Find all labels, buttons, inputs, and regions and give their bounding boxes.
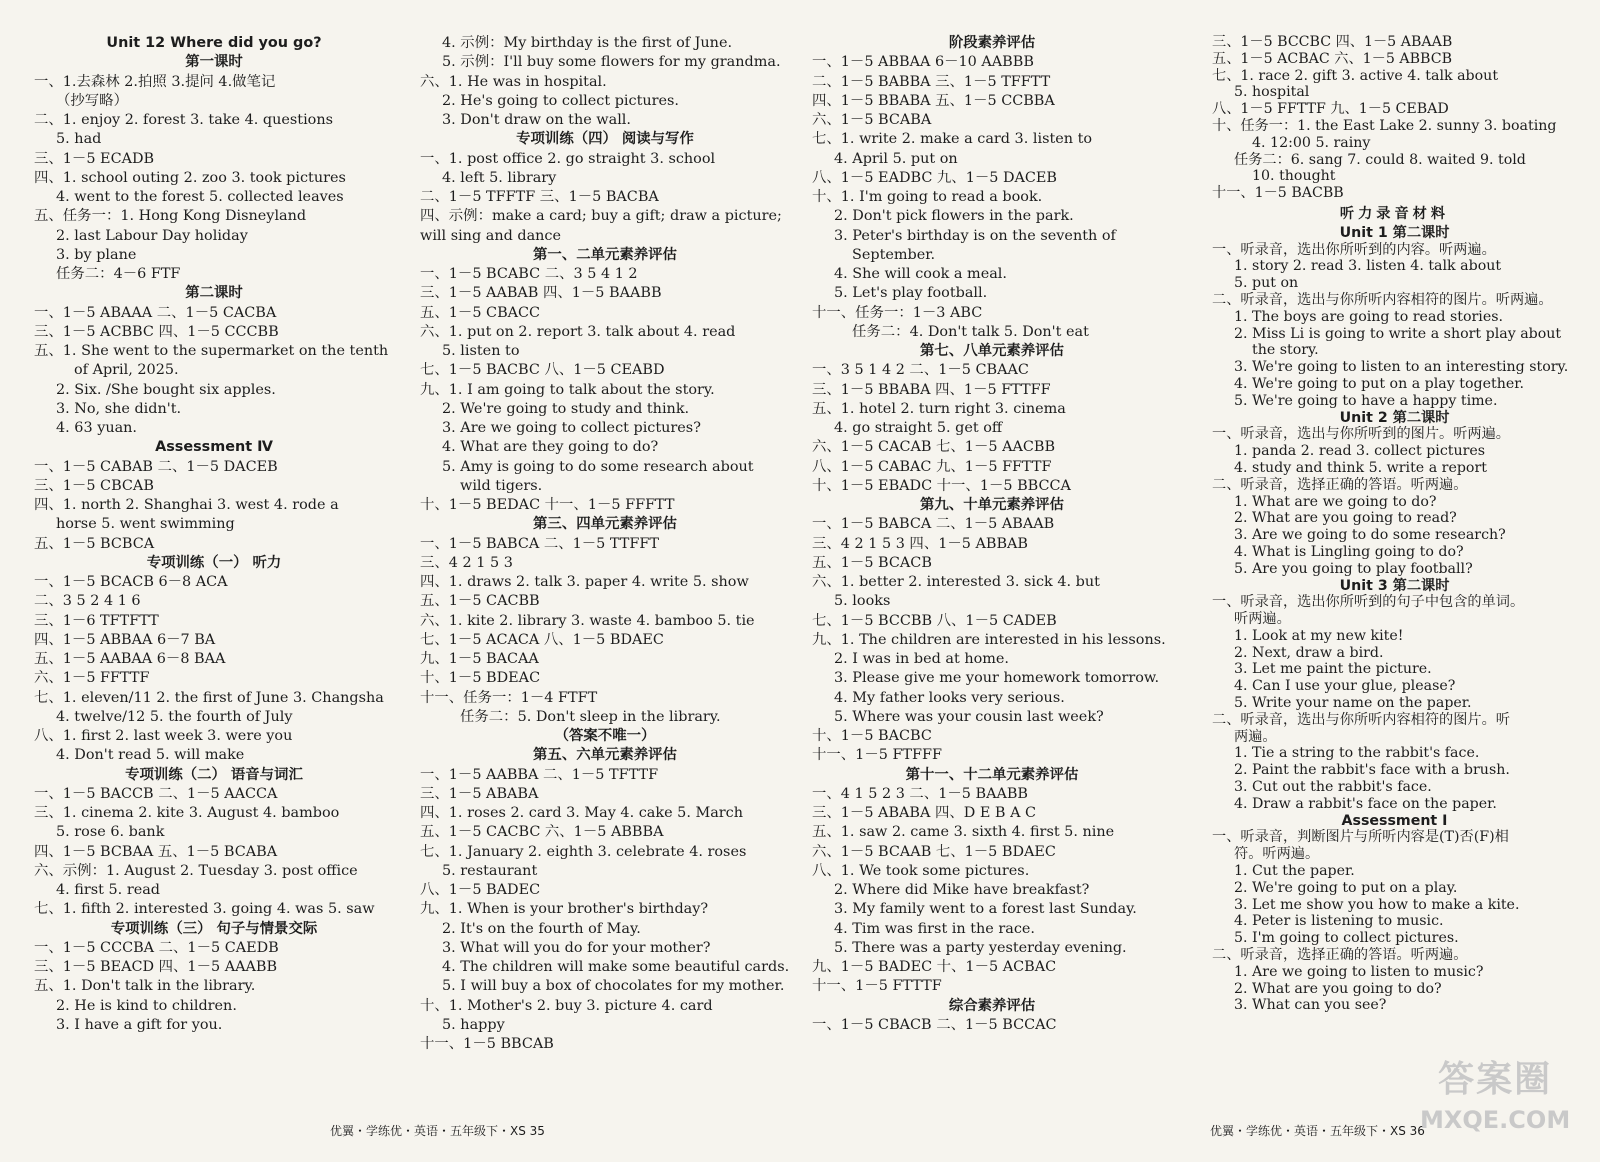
answer-line: 5. I will buy a box of chocolates for my mother. (442, 978, 785, 995)
answer-line: 三、1－5 AABAB 四、1－5 BAABB (420, 285, 662, 302)
answer-line: 两遍。 (1234, 728, 1277, 745)
answer-line: the story. (1252, 342, 1319, 359)
answer-line: 三、4 2 1 5 3 (420, 554, 513, 571)
answer-line: 4. study and think 5. write a report (1234, 459, 1487, 476)
answer-line: 5. rose 6. bank (56, 824, 165, 841)
answer-line: 五、1－5 BCACB (812, 554, 932, 571)
answer-line: 3. My family went to a forest last Sunday. (834, 901, 1137, 918)
answer-line: 4. 示例：My birthday is the first of June. (442, 35, 733, 51)
answer-line: 4. go straight 5. get off (834, 420, 1003, 436)
answer-line: September. (852, 246, 936, 263)
answer-line: 1. What are we going to do? (1234, 493, 1437, 510)
answer-line: 九、1. The children are interested in his lessons. (812, 631, 1166, 648)
answer-line: 一、1－5 AABBA 二、1－5 TFTTF (420, 766, 659, 783)
answer-line: 4. The children will make some beautiful cards. (442, 959, 790, 975)
answer-line: 三、4 2 1 5 3 四、1－5 ABBAB (812, 535, 1029, 552)
section-heading: Unit 1 第二课时 (1339, 224, 1450, 241)
answer-line: 5. We're going to have a happy time. (1234, 392, 1498, 409)
answer-line: 3. Peter's birthday is on the seventh of (834, 227, 1116, 244)
right-page-column-1 (812, 34, 1172, 1035)
section-heading: 第七、八单元素养评估 (920, 343, 1064, 359)
section-heading: 第一课时 (185, 54, 243, 71)
answer-line: 六、1. put on 2. report 3. talk about 4. read (420, 323, 736, 340)
answer-line: 九、1. I am going to talk about the story. (420, 381, 715, 398)
answer-line: 三、1－5 ABABA 四、D E B A C (812, 805, 1037, 821)
right-page-footer: 优翼・学练优・英语・五年级下・XS 36 (1210, 1124, 1425, 1138)
answer-line: 四、1－5 BBABA 五、1－5 CCBBA (812, 92, 1055, 109)
answer-line: 八、1－5 CABAC 九、1－5 FFTTF (812, 458, 1052, 475)
answer-line: 4. My father looks very serious. (834, 689, 1065, 706)
answer-line: 十、1－5 BDEAC (420, 670, 541, 687)
answer-line: 3. Let me paint the picture. (1234, 661, 1432, 678)
answer-line: 四、1. school outing 2. zoo 3. took pictures (34, 169, 346, 186)
answer-line: 七、1－5 ACACA 八、1－5 BDAEC (420, 631, 664, 648)
answer-line: 5. hospital (1234, 84, 1310, 101)
answer-line: 2. Where did Mike have breakfast? (834, 882, 1090, 898)
answer-line: 5. Are you going to play football? (1234, 560, 1473, 577)
answer-line: 三、1－5 CBCAB (34, 477, 154, 494)
answer-line: 五、1－5 BCBCA (34, 535, 155, 552)
answer-line: 任务二：5. Don't sleep in the library. (460, 708, 721, 725)
answer-line: 三、1. cinema 2. kite 3. August 4. bamboo (34, 805, 340, 821)
answer-line: 六、1－5 CACAB 七、1－5 AACBB (812, 439, 1056, 456)
answer-line: 七、1. race 2. gift 3. active 4. talk about (1212, 67, 1499, 84)
answer-line: 九、1. When is your brother's birthday? (420, 901, 709, 918)
answer-line: 一、1－5 CABAB 二、1－5 DACEB (34, 458, 278, 475)
answer-line: wild tigers. (460, 477, 543, 494)
answer-line: 三、1－5 BEACD 四、1－5 AAABB (34, 959, 278, 975)
answer-line: 1. panda 2. read 3. collect pictures (1234, 443, 1486, 460)
answer-line: 六、1. He was in hospital. (420, 73, 607, 90)
answer-line: 九、1－5 BACAA (420, 651, 539, 667)
section-heading: 专项训练（四） 阅读与写作 (516, 131, 694, 148)
answer-line: 一、3 5 1 4 2 二、1－5 CBAAC (812, 362, 1029, 379)
answer-line: 四、1. north 2. Shanghai 3. west 4. rode a (34, 497, 339, 513)
answer-line: 任务二：4. Don't talk 5. Don't eat (852, 323, 1089, 340)
answer-line: 4. What are they going to do? (442, 439, 659, 456)
answer-line: 一、1.去森林 2.拍照 3.提问 4.做笔记 (34, 73, 276, 90)
answer-line: 一、1－5 BABCA 二、1－5 TTFFT (420, 535, 659, 552)
answer-line: 五、1－5 ACBAC 六、1－5 ABBCB (1212, 50, 1453, 67)
answer-line: 4. 12:00 5. rainy (1252, 134, 1371, 151)
answer-line: 10. thought (1252, 168, 1336, 185)
answer-line: 4. We're going to put on a play together. (1234, 375, 1524, 392)
answer-line: 3. Let me show you how to make a kite. (1234, 896, 1520, 913)
answer-line: 1. Look at my new kite! (1234, 627, 1404, 644)
answer-line: 四、1. draws 2. talk 3. paper 4. write 5. show (420, 574, 749, 590)
answer-line: 3. Please give me your homework tomorrow. (834, 670, 1160, 687)
answer-line: 十、1－5 BEDAC 十一、1－5 FFFTT (420, 497, 675, 513)
left-page-footer: 优翼・学练优・英语・五年级下・XS 35 (330, 1124, 545, 1138)
answer-line: 4. twelve/12 5. the fourth of July (56, 708, 293, 725)
answer-line: 八、1－5 EADBC 九、1－5 DACEB (812, 169, 1057, 186)
answer-line: 三、1－5 ECADB (34, 150, 155, 167)
answer-line: 3. We're going to listen to an interesting story. (1234, 359, 1569, 376)
answer-line: 5. I'm going to collect pictures. (1234, 930, 1459, 947)
answer-line: 一、1－5 ABBAA 6－10 AABBB (812, 54, 1034, 71)
answer-line: 五、1. saw 2. came 3. sixth 4. first 5. nine (812, 824, 1115, 841)
section-heading: 阶段素养评估 (948, 35, 1036, 51)
answer-line: 2. Next, draw a bird. (1234, 644, 1384, 661)
answer-line: 3. Cut out the rabbit's face. (1234, 779, 1432, 796)
answer-line: 2. He's going to collect pictures. (442, 92, 679, 109)
watermark (1420, 1060, 1570, 1140)
answer-line: 七、1. January 2. eighth 3. celebrate 4. roses (420, 843, 747, 860)
answer-line: 二、听录音，选出与你所听内容相符的图片。听两遍。 (1212, 291, 1553, 308)
answer-line: 5. Amy is going to do some research about (442, 458, 754, 475)
answer-line: 4. Peter is listening to music. (1234, 913, 1444, 930)
right-page-column-2 (1212, 34, 1577, 1014)
answer-line: 三、1－5 ABABA (420, 785, 539, 802)
answer-line: 七、1. fifth 2. interested 3. going 4. was 5. saw (34, 901, 375, 918)
answer-line: 2. I was in bed at home. (834, 651, 1009, 667)
answer-line: 5. Let's play football. (834, 285, 988, 302)
answer-line: 一、1－5 ABAAA 二、1－5 CACBA (34, 304, 277, 321)
answer-line: 4. Tim was first in the race. (834, 920, 1035, 937)
section-heading: Unit 3 第二课时 (1339, 577, 1450, 594)
answer-line: 4. first 5. read (56, 882, 161, 898)
answer-line: 2. Don't pick flowers in the park. (834, 208, 1074, 225)
answer-line: 一、1－5 BABCA 二、1－5 ABAAB (812, 516, 1055, 533)
answer-line: 一、4 1 5 2 3 二、1－5 BAABB (812, 785, 1029, 802)
answer-line: 二、听录音，选出与你所听内容相符的图片。听 (1212, 711, 1510, 728)
answer-line: 5. happy (442, 1016, 505, 1033)
answer-line: 五、任务一：1. Hong Kong Disneyland (34, 208, 307, 225)
section-heading: 专项训练（三） 句子与情景交际 (110, 920, 318, 937)
left-page-column-2 (420, 34, 790, 1054)
answer-line: 2. What are you going to read? (1234, 510, 1457, 527)
answer-line: 4. Can I use your glue, please? (1234, 678, 1456, 695)
answer-line: 三、1－6 TFTFTT (34, 612, 159, 629)
answer-line: 十一、1－5 BBCAB (420, 1036, 554, 1052)
answer-line: 4. April 5. put on (834, 150, 958, 167)
answer-line: 五、1－5 CBACC (420, 304, 541, 321)
answer-line: 5. looks (834, 593, 891, 610)
answer-line: 三、1－5 ACBBC 四、1－5 CCCBB (34, 323, 279, 340)
answer-line: 十一、任务一：1－4 FTFT (420, 689, 598, 706)
answer-line: 1. Are we going to listen to music? (1234, 963, 1484, 980)
section-heading: 第十一、十二单元素养评估 (905, 766, 1079, 783)
answer-line: 九、1－5 BADEC 十、1－5 ACBAC (812, 959, 1057, 975)
section-heading: 第九、十单元素养评估 (920, 497, 1064, 513)
answer-line: 一、1－5 BACCB 二、1－5 AACCA (34, 785, 278, 802)
answer-line: 六、1－5 BCAAB 七、1－5 BDAEC (812, 843, 1056, 860)
answer-line: 1. Tie a string to the rabbit's face. (1234, 745, 1480, 762)
answer-line: horse 5. went swimming (56, 516, 235, 533)
answer-line: 四、1. roses 2. card 3. May 4. cake 5. March (420, 805, 744, 821)
answer-line: 1. The boys are going to read stories. (1234, 308, 1504, 325)
answer-line: 2. We're going to put on a play. (1234, 879, 1458, 896)
answer-line: 七、1. write 2. make a card 3. listen to (812, 131, 1093, 148)
answer-line: 十、任务一：1. the East Lake 2. sunny 3. boating (1212, 117, 1557, 134)
answer-line: 2. We're going to study and think. (442, 400, 690, 417)
left-page-column-1 (34, 34, 394, 1035)
answer-line: 2. He is kind to children. (56, 997, 237, 1014)
answer-line: 六、1－5 BCABA (812, 112, 932, 128)
watermark-logo-text: 答案圈 (1438, 1059, 1553, 1100)
answer-line: 五、1－5 AABAA 6－8 BAA (34, 651, 226, 667)
answer-line: 2. Miss Li is going to write a short play about (1234, 325, 1562, 342)
answer-line: 4. What is Lingling going to do? (1234, 543, 1464, 560)
answer-line: 2. What are you going to do? (1234, 980, 1442, 997)
answer-line: 一、1－5 BCACB 6－8 ACA (34, 574, 228, 590)
answer-line: 2. It's on the fourth of May. (442, 920, 641, 937)
answer-line: 5. restaurant (442, 862, 538, 879)
answer-line: of April, 2025. (74, 362, 179, 379)
answer-line: 五、1. Don't talk in the library. (34, 978, 256, 995)
answer-line: 二、听录音，选择正确的答语。听两遍。 (1212, 476, 1468, 493)
answer-line: 四、示例：make a card; buy a gift; draw a picture; (420, 208, 782, 225)
answer-line: 七、1－5 BCCBB 八、1－5 CADEB (812, 612, 1057, 629)
answer-line: 二、1－5 BABBA 三、1－5 TFFTT (812, 73, 1051, 90)
answer-line: 八、1. first 2. last week 3. were you (34, 728, 293, 744)
answer-line: 3. by plane (56, 246, 137, 263)
section-heading: 专项训练（一） 听力 (146, 554, 282, 571)
answer-line: 七、1. eleven/11 2. the first of June 3. Changsha (34, 689, 384, 706)
answer-line: 4. left 5. library (442, 169, 557, 186)
answer-line: 四、1－5 ABBAA 6－7 BA (34, 631, 216, 648)
answer-line: 2. Six. /She bought six apples. (56, 381, 276, 398)
section-heading: （答案不唯一） (554, 728, 656, 744)
section-heading: Assessment Ⅰ (1341, 812, 1448, 829)
answer-line: 十一、1－5 FTFFF (812, 747, 942, 764)
answer-line: 一、1－5 BCABC 二、3 5 4 1 2 (420, 266, 638, 282)
answer-line: 任务二：4－6 FTF (56, 266, 181, 282)
answer-line: 5. Where was your cousin last week? (834, 708, 1104, 725)
answer-line: 2. last Labour Day holiday (56, 227, 248, 244)
answer-line: 5. had (56, 131, 102, 148)
answer-line: 八、1－5 FFTTF 九、1－5 CEBAD (1212, 101, 1449, 118)
answer-line: 五、1－5 CACBB (420, 593, 540, 610)
answer-line: 5. put on (1234, 275, 1299, 292)
answer-line: （抄写略） (56, 92, 128, 109)
answer-line: 八、1－5 BADEC (420, 882, 541, 898)
answer-line: 2. Paint the rabbit's face with a brush. (1234, 762, 1510, 779)
answer-line: 六、1. better 2. interested 3. sick 4. but (812, 574, 1100, 590)
answer-line: 一、听录音，选出与你所听到的图片。听两遍。 (1212, 426, 1510, 443)
watermark-url: MXQE.COM (1420, 1106, 1571, 1134)
answer-line: 十、1－5 EBADC 十一、1－5 BBCCA (812, 477, 1071, 494)
answer-line: 5. There was a party yesterday evening. (834, 939, 1127, 956)
answer-line: 一、听录音，选出你所听到的内容。听两遍。 (1212, 241, 1496, 258)
answer-line: 二、听录音，选择正确的答语。听两遍。 (1212, 947, 1468, 964)
section-heading: 第三、四单元素养评估 (533, 516, 677, 533)
answer-line: 五、1－5 CACBC 六、1－5 ABBBA (420, 824, 664, 841)
section-heading: 第五、六单元素养评估 (533, 747, 677, 764)
answer-line: 十一、1－5 BACBB (1212, 185, 1344, 202)
answer-line: 4. Draw a rabbit's face on the paper. (1234, 795, 1497, 812)
answer-line: 二、1. enjoy 2. forest 3. take 4. questions (34, 112, 333, 128)
answer-line: 4. went to the forest 5. collected leaves (56, 189, 344, 205)
answer-line: 五、1. She went to the supermarket on the tenth (34, 343, 389, 359)
answer-line: 3. I have a gift for you. (56, 1016, 223, 1033)
answer-line: 十一、任务一：1－3 ABC (812, 304, 983, 321)
answer-line: 一、1－5 CCCBA 二、1－5 CAEDB (34, 939, 279, 956)
answer-line: 5. listen to (442, 343, 520, 359)
answer-line: 十、1. Mother's 2. buy 3. picture 4. card (420, 997, 713, 1014)
answer-line: 听两遍。 (1234, 611, 1291, 628)
answer-line: 5. 示例：I'll buy some flowers for my grandma. (442, 54, 781, 71)
answer-line: 十、1－5 BACBC (812, 728, 932, 744)
answer-line: 5. Write your name on the paper. (1234, 695, 1472, 712)
answer-line: 4. She will cook a meal. (834, 266, 1007, 282)
answer-line: 3. Are we going to collect pictures? (442, 420, 701, 436)
answer-line: 二、1－5 TFFTF 三、1－5 BACBA (420, 189, 659, 205)
answer-line: 一、1. post office 2. go straight 3. school (420, 150, 716, 167)
answer-line: 二、3 5 2 4 1 6 (34, 593, 141, 610)
section-heading: Assessment Ⅳ (155, 439, 273, 456)
page-section-title: 听力录音材料 (1339, 205, 1450, 222)
answer-line: 七、1－5 BACBC 八、1－5 CEABD (420, 362, 665, 379)
section-heading: 专项训练（二） 语音与词汇 (125, 766, 303, 783)
answer-line: 六、1. kite 2. library 3. waste 4. bamboo 5. tie (420, 612, 755, 629)
answer-line: 五、1. hotel 2. turn right 3. cinema (812, 400, 1066, 417)
answer-line: 3. What will you do for your mother? (442, 939, 711, 956)
section-heading: 第二课时 (185, 285, 243, 302)
section-heading: 第一、二单元素养评估 (533, 246, 677, 263)
answer-line: 3. Don't draw on the wall. (442, 112, 631, 128)
answer-line: 1. story 2. read 3. listen 4. talk about (1234, 258, 1502, 275)
answer-line: 任务二：6. sang 7. could 8. waited 9. told (1234, 151, 1526, 168)
answer-line: 3. What can you see? (1234, 997, 1387, 1014)
answer-line: 六、示例：1. August 2. Tuesday 3. post office (34, 862, 358, 879)
answer-line: 一、听录音，判断图片与所听内容是(T)否(F)相 (1212, 829, 1509, 846)
answer-line: 三、1－5 BBABA 四、1－5 FTTFF (812, 381, 1051, 398)
section-heading: 综合素养评估 (948, 997, 1036, 1014)
answer-line: 六、1－5 FFTTF (34, 670, 150, 687)
answer-line: 4. 63 yuan. (56, 420, 138, 436)
answer-line: 3. Are we going to do some research? (1234, 527, 1506, 544)
answer-line: 4. Don't read 5. will make (56, 747, 245, 764)
answer-line: 1. Cut the paper. (1234, 863, 1355, 880)
answer-line: 四、1－5 BCBAA 五、1－5 BCABA (34, 843, 278, 860)
answer-line: 三、1－5 BCCBC 四、1－5 ABAAB (1212, 34, 1453, 50)
answer-line: 一、1－5 CBACB 二、1－5 BCCAC (812, 1016, 1057, 1033)
answer-line: 3. No, she didn't. (56, 400, 182, 417)
answer-line: 十、1. I'm going to read a book. (812, 189, 1043, 205)
answer-line: 一、听录音，选出你所听到的句子中包含的单词。 (1212, 594, 1525, 611)
answer-line: 符。听两遍。 (1234, 846, 1320, 863)
section-heading: Unit 12 Where did you go? (106, 35, 322, 51)
section-heading: Unit 2 第二课时 (1339, 409, 1450, 426)
answer-line: 八、1. We took some pictures. (812, 862, 1030, 879)
answer-line: will sing and dance (420, 227, 562, 244)
answer-line: 十一、1－5 FTTTF (812, 978, 942, 995)
